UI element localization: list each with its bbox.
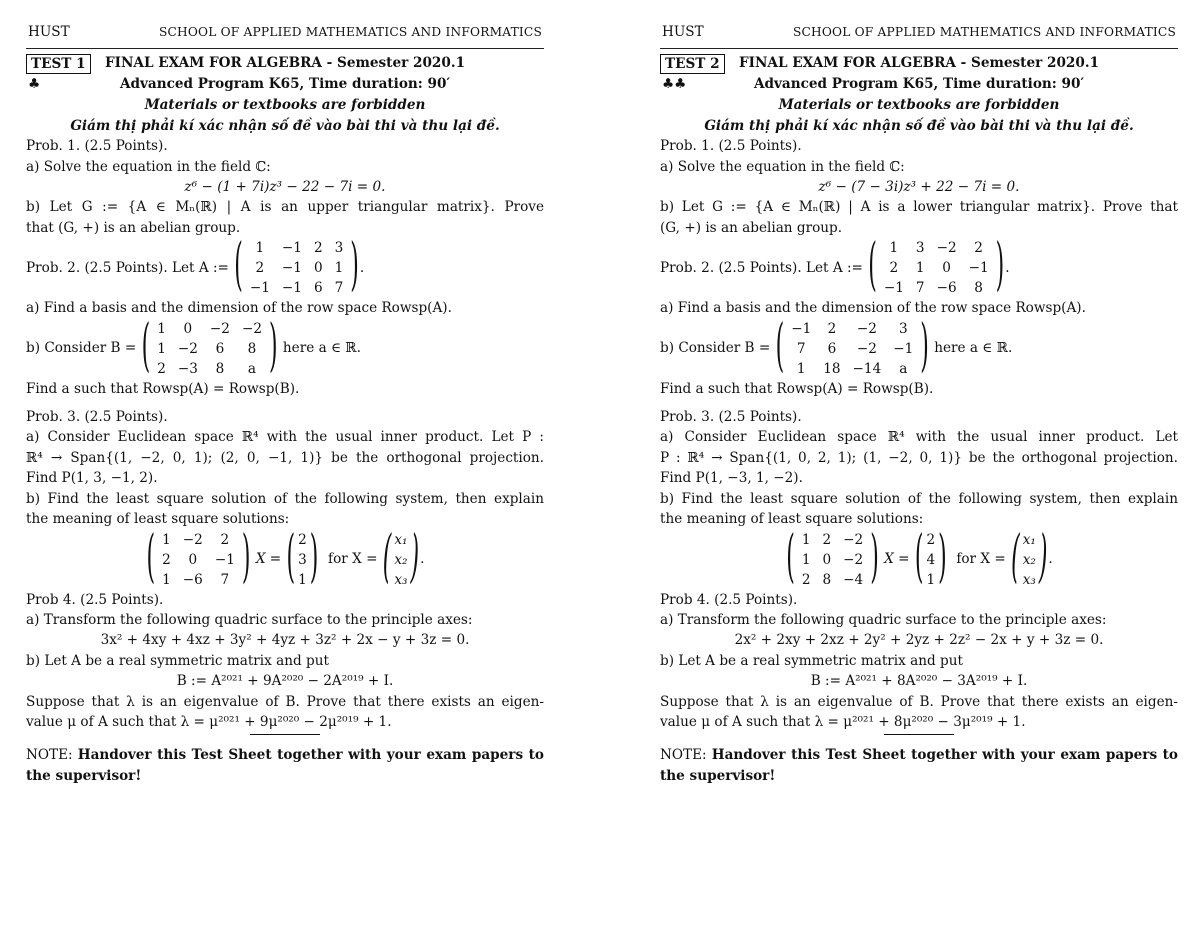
matrix-cell: 1 bbox=[801, 531, 811, 548]
problem-2-lead: Prob. 2. (2.5 Points). Let A := bbox=[660, 260, 863, 277]
matrix-cell: 6 bbox=[215, 340, 225, 357]
matrix-cell: 0 bbox=[942, 260, 951, 277]
matrix-a bbox=[867, 233, 1005, 299]
problem-4c-line-2: value μ of A such that λ = μ²⁰²¹ + 9μ²⁰²⁰ − 2μ²⁰¹⁹ + 1. bbox=[26, 713, 392, 730]
matrix-cell: 2 bbox=[889, 260, 899, 277]
matrix-entries bbox=[796, 530, 869, 590]
exam-sheet-test-1 bbox=[26, 22, 544, 786]
club-suit-icon: ♣ bbox=[28, 76, 41, 93]
matrix-cell: −1 bbox=[883, 280, 904, 297]
problem-4c-line-1: Suppose that λ is an eigenvalue of B. Prove that there exists an eigen- bbox=[26, 693, 544, 710]
matrix-cell: 2 bbox=[313, 240, 323, 257]
matrix-cell: 2 bbox=[926, 531, 936, 548]
note-label: NOTE: bbox=[26, 747, 73, 764]
matrix-cell: x₂ bbox=[1022, 551, 1036, 568]
matrix-cell: 0 bbox=[822, 551, 832, 568]
school-name: SCHOOL OF APPLIED MATHEMATICS AND INFORMATICS bbox=[792, 25, 1176, 39]
title-line bbox=[660, 53, 1178, 74]
problem-2a: a) Find a basis and the dimension of the row space Rowsp(A). bbox=[660, 300, 1086, 317]
right-paren: ) bbox=[268, 314, 278, 380]
problem-4-heading: Prob 4. (2.5 Points). bbox=[26, 591, 164, 608]
problem-1-heading: Prob. 1. (2.5 Points). bbox=[660, 138, 802, 155]
matrix-row bbox=[244, 258, 349, 278]
right-paren: ) bbox=[938, 525, 947, 591]
problem-3-heading: Prob. 3. (2.5 Points). bbox=[660, 409, 802, 426]
header-rule bbox=[26, 48, 544, 49]
matrix-cell: 1 bbox=[915, 260, 925, 277]
exam-subtitle: Advanced Program K65, Time duration: 90′ bbox=[753, 76, 1085, 93]
subtitle-line bbox=[660, 74, 1178, 95]
matrix-row bbox=[796, 530, 869, 550]
matrix-cell: 2 bbox=[974, 240, 983, 257]
matrix-cell: −1 bbox=[281, 240, 302, 257]
matrix-cell: 1 bbox=[889, 240, 899, 257]
problem-4a-equation: 2x² + 2xy + 2xz + 2y² + 2yz + 2z² − 2x + y + 3z = 0. bbox=[734, 632, 1104, 649]
left-paren: ( bbox=[868, 233, 877, 299]
problem-2b-find: Find a such that Rowsp(A) = Rowsp(B). bbox=[26, 380, 300, 397]
matrix-cell: 0 bbox=[313, 260, 323, 277]
matrix-cell: x₃ bbox=[1022, 571, 1036, 588]
matrix-cell: 8 bbox=[247, 340, 257, 357]
matrix-entries bbox=[1021, 530, 1038, 590]
left-paren: ( bbox=[775, 314, 785, 380]
title-line bbox=[26, 53, 544, 74]
matrix-row bbox=[878, 238, 995, 258]
matrix-cell: −2 bbox=[843, 531, 864, 548]
problem-1a: a) Solve the equation in the field ℂ: bbox=[26, 158, 271, 175]
problem-3a-line-1: a) Consider Euclidean space ℝ⁴ with the usual inner product. Let bbox=[660, 429, 1178, 446]
matrix-cell: −2 bbox=[182, 531, 203, 548]
matrix-cell: −2 bbox=[936, 240, 957, 257]
left-paren: ( bbox=[141, 314, 151, 380]
problem-2-heading bbox=[26, 233, 544, 299]
problem-1b-line-2: (G, +) is an abelian group. bbox=[660, 219, 843, 236]
matrix-cell: −1 bbox=[968, 260, 989, 277]
matrix-cell: 2 bbox=[255, 260, 265, 277]
matrix-cell: 0 bbox=[188, 551, 198, 568]
problem-4b: b) Let A be a real symmetric matrix and put bbox=[26, 652, 329, 669]
matrix-row bbox=[785, 319, 919, 339]
matrix-cell: 18 bbox=[823, 360, 841, 377]
matrix-row bbox=[785, 359, 919, 379]
university-name: HUST bbox=[28, 24, 70, 40]
matrix-cell: 4 bbox=[926, 551, 936, 568]
page-header bbox=[26, 22, 544, 46]
matrix-entries bbox=[244, 238, 349, 298]
problem-3-system bbox=[660, 525, 1178, 591]
matrix-cell: −2 bbox=[843, 551, 864, 568]
problem-3a-line-2: ℝ⁴ → Span{(1, −2, 0, 1); (2, 0, −1, 1)} be the orthogonal projection. bbox=[26, 449, 544, 466]
matrix-cell: −6 bbox=[182, 571, 203, 588]
matrix-cell: 3 bbox=[898, 320, 908, 337]
test-label: TEST 1 bbox=[26, 54, 91, 74]
matrix-cell: 1 bbox=[796, 360, 806, 377]
proctor-note: Giám thị phải kí xác nhận số đề vào bài thi và thu lại đề. bbox=[70, 117, 500, 134]
note-line-1 bbox=[660, 745, 1178, 765]
matrix-row bbox=[878, 258, 995, 278]
matrix-cell: −1 bbox=[214, 551, 235, 568]
matrix-cell: 1 bbox=[162, 531, 171, 548]
matrix-row bbox=[151, 359, 268, 379]
problem-2b-tail: here a ∈ ℝ. bbox=[934, 340, 1013, 357]
problem-3-system bbox=[26, 525, 544, 591]
matrix-cell: 1 bbox=[334, 260, 344, 277]
problem-3b-line-1: b) Find the least square solution of the following system, then explain bbox=[26, 490, 544, 507]
problem-4-heading: Prob 4. (2.5 Points). bbox=[660, 591, 798, 608]
problem-3a-line-2: P : ℝ⁴ → Span{(1, 0, 2, 1); (1, −2, 0, 1)} be the orthogonal projection. bbox=[660, 449, 1178, 466]
matrix-entries bbox=[392, 530, 409, 590]
test-label: TEST 2 bbox=[660, 54, 725, 74]
unknown-vector bbox=[1010, 525, 1048, 591]
matrix-cell: 2 bbox=[827, 320, 837, 337]
matrix-row bbox=[156, 570, 241, 590]
right-paren: ) bbox=[309, 525, 319, 591]
matrix-cell: −3 bbox=[177, 360, 198, 377]
matrix-cell: 7 bbox=[220, 571, 230, 588]
left-paren: ( bbox=[286, 525, 296, 591]
matrix-row bbox=[1021, 570, 1038, 590]
matrix-row bbox=[785, 339, 919, 359]
matrix-cell: −1 bbox=[791, 320, 812, 337]
matrix-cell: 6 bbox=[313, 280, 323, 297]
matrix-cell: 8 bbox=[822, 571, 832, 588]
exam-subtitle: Advanced Program K65, Time duration: 90′ bbox=[119, 76, 451, 93]
matrix-entries bbox=[878, 238, 995, 298]
matrix-cell: a bbox=[899, 360, 908, 377]
matrix-cell: 1 bbox=[298, 571, 307, 588]
right-paren: ) bbox=[920, 314, 929, 380]
matrix-entries bbox=[785, 319, 919, 379]
matrix-cell: 8 bbox=[974, 280, 983, 297]
matrix-cell: −4 bbox=[843, 571, 864, 588]
matrix-b bbox=[141, 314, 279, 380]
system-for-label: for X = bbox=[328, 551, 378, 568]
matrix-row bbox=[156, 530, 241, 550]
materials-note: Materials or textbooks are forbidden bbox=[144, 97, 426, 114]
matrix-cell: 3 bbox=[915, 240, 925, 257]
matrix-row bbox=[924, 550, 937, 570]
matrix-row bbox=[392, 570, 409, 590]
right-paren: ) bbox=[350, 233, 359, 299]
right-paren: ) bbox=[870, 525, 879, 591]
problem-3-heading: Prob. 3. (2.5 Points). bbox=[26, 409, 168, 426]
matrix-row bbox=[1021, 530, 1038, 550]
matrix-entries bbox=[924, 530, 937, 590]
matrix-cell: 2 bbox=[298, 531, 307, 548]
note-text-1: Handover this Test Sheet together with your exam papers to bbox=[77, 747, 544, 764]
matrix-cell: a bbox=[247, 360, 257, 377]
exam-title: FINAL EXAM FOR ALGEBRA - Semester 2020.1 bbox=[104, 55, 466, 72]
matrix-cell: 2 bbox=[162, 551, 171, 568]
left-paren: ( bbox=[786, 525, 795, 591]
problem-2b-lead: b) Consider B = bbox=[660, 340, 771, 357]
problem-1a: a) Solve the equation in the field ℂ: bbox=[660, 158, 905, 175]
club-suit-icon: ♣♣ bbox=[662, 76, 687, 93]
problem-2b bbox=[660, 314, 1178, 380]
left-paren: ( bbox=[234, 233, 243, 299]
system-x-label: X = bbox=[255, 551, 282, 568]
problem-2a: a) Find a basis and the dimension of the row space Rowsp(A). bbox=[26, 300, 452, 317]
problem-4a: a) Transform the following quadric surface to the principle axes: bbox=[660, 611, 1107, 628]
problem-1-heading: Prob. 1. (2.5 Points). bbox=[26, 138, 168, 155]
problem-4a-equation: 3x² + 4xy + 4xz + 3y² + 4yz + 3z² + 2x − y + 3z = 0. bbox=[100, 632, 470, 649]
matrix-cell: −2 bbox=[856, 320, 877, 337]
problem-4a: a) Transform the following quadric surface to the principle axes: bbox=[26, 611, 473, 628]
matrix-cell: x₃ bbox=[394, 571, 408, 588]
page-header bbox=[660, 22, 1178, 46]
matrix-cell: 7 bbox=[334, 280, 344, 297]
subtitle-line bbox=[26, 74, 544, 95]
right-paren: ) bbox=[995, 233, 1005, 299]
system-for-label: for X = bbox=[956, 551, 1006, 568]
problem-2-period: . bbox=[1005, 260, 1010, 277]
matrix-row bbox=[296, 550, 309, 570]
matrix-cell: 2 bbox=[220, 531, 230, 548]
matrix-cell: x₂ bbox=[394, 551, 408, 568]
problem-4b: b) Let A be a real symmetric matrix and put bbox=[660, 652, 963, 669]
matrix-row bbox=[296, 570, 309, 590]
matrix-cell: 2 bbox=[822, 531, 832, 548]
problem-3b-line-1: b) Find the least square solution of the following system, then explain bbox=[660, 490, 1178, 507]
matrix-row bbox=[924, 570, 937, 590]
matrix-row bbox=[244, 278, 349, 298]
matrix-cell: −1 bbox=[281, 260, 302, 277]
matrix-cell: 1 bbox=[926, 571, 936, 588]
matrix-row bbox=[924, 530, 937, 550]
matrix-row bbox=[151, 339, 268, 359]
matrix-cell: −2 bbox=[177, 340, 198, 357]
matrix-cell: 0 bbox=[183, 320, 193, 337]
system-matrix bbox=[785, 525, 880, 591]
matrix-cell: x₁ bbox=[394, 531, 408, 548]
matrix-row bbox=[151, 319, 268, 339]
matrix-cell: 6 bbox=[827, 340, 837, 357]
problem-1b-line-2: that (G, +) is an abelian group. bbox=[26, 219, 241, 236]
problem-1a-equation: z⁶ − (7 − 3i)z³ + 22 − 7i = 0. bbox=[818, 179, 1020, 196]
problem-4b-equation: B := A²⁰²¹ + 9A²⁰²⁰ − 2A²⁰¹⁹ + I. bbox=[176, 673, 394, 690]
matrix-entries bbox=[151, 319, 268, 379]
matrix-cell: 3 bbox=[334, 240, 344, 257]
proctor-note: Giám thị phải kí xác nhận số đề vào bài thi và thu lại đề. bbox=[704, 117, 1134, 134]
left-paren: ( bbox=[914, 525, 924, 591]
problem-3a-line-3: Find P(1, 3, −1, 2). bbox=[26, 470, 158, 487]
matrix-cell: −1 bbox=[281, 280, 302, 297]
right-paren: ) bbox=[1038, 525, 1048, 591]
system-matrix bbox=[146, 525, 252, 591]
matrix-cell: −6 bbox=[936, 280, 957, 297]
note-label: NOTE: bbox=[660, 747, 707, 764]
left-paren: ( bbox=[382, 525, 392, 591]
matrix-cell: 3 bbox=[298, 551, 307, 568]
problem-2b-lead: b) Consider B = bbox=[26, 340, 137, 357]
matrix-cell: −2 bbox=[209, 320, 230, 337]
matrix-entries bbox=[156, 530, 241, 590]
matrix-cell: −2 bbox=[241, 320, 262, 337]
matrix-row bbox=[1021, 550, 1038, 570]
matrix-row bbox=[392, 530, 409, 550]
matrix-cell: −14 bbox=[852, 360, 882, 377]
problem-4c-line-1: Suppose that λ is an eigenvalue of B. Prove that there exists an eigen- bbox=[660, 693, 1178, 710]
matrix-cell: 1 bbox=[157, 340, 166, 357]
right-paren: ) bbox=[410, 525, 420, 591]
matrix-cell: 7 bbox=[915, 280, 925, 297]
matrix-row bbox=[392, 550, 409, 570]
school-name: SCHOOL OF APPLIED MATHEMATICS AND INFORMATICS bbox=[158, 25, 542, 39]
matrix-cell: 1 bbox=[157, 320, 166, 337]
problem-3a-line-3: Find P(1, −3, 1, −2). bbox=[660, 470, 803, 487]
system-period: . bbox=[1048, 551, 1053, 568]
problem-1a-equation: z⁶ − (1 + 7i)z³ − 22 − 7i = 0. bbox=[184, 179, 386, 196]
header-rule bbox=[660, 48, 1178, 49]
materials-note: Materials or textbooks are forbidden bbox=[778, 97, 1060, 114]
problem-3b-line-2: the meaning of least square solutions: bbox=[660, 511, 924, 528]
matrix-cell: 2 bbox=[157, 360, 166, 377]
problem-2b-tail: here a ∈ ℝ. bbox=[282, 340, 361, 357]
system-rhs-vector bbox=[286, 525, 320, 591]
problem-3a-line-1: a) Consider Euclidean space ℝ⁴ with the usual inner product. Let P : bbox=[26, 429, 544, 446]
exam-sheet-test-2 bbox=[660, 22, 1178, 786]
matrix-b bbox=[775, 314, 930, 380]
problem-3b-line-2: the meaning of least square solutions: bbox=[26, 511, 290, 528]
matrix-cell: −2 bbox=[856, 340, 877, 357]
note-line-2: the supervisor! bbox=[660, 767, 776, 784]
end-rule bbox=[884, 734, 954, 735]
left-paren: ( bbox=[146, 525, 156, 591]
problem-4c-line-2: value μ of A such that λ = μ²⁰²¹ + 8μ²⁰²⁰ − 3μ²⁰¹⁹ + 1. bbox=[660, 713, 1026, 730]
system-x-label: X = bbox=[884, 551, 910, 568]
matrix-cell: 1 bbox=[162, 571, 171, 588]
matrix-row bbox=[796, 550, 869, 570]
matrix-cell: −1 bbox=[249, 280, 270, 297]
matrix-row bbox=[296, 530, 309, 550]
matrix-cell: 2 bbox=[801, 571, 811, 588]
problem-1b-line-1: b) Let G := {A ∈ Mₙ(ℝ) | A is a lower triangular matrix}. Prove that bbox=[660, 199, 1178, 216]
matrix-cell: 1 bbox=[801, 551, 811, 568]
note-text-1: Handover this Test Sheet together with your exam papers to bbox=[711, 747, 1178, 764]
university-name: HUST bbox=[662, 24, 704, 40]
note-line-1 bbox=[26, 745, 544, 765]
left-paren: ( bbox=[1011, 525, 1020, 591]
exam-title: FINAL EXAM FOR ALGEBRA - Semester 2020.1 bbox=[738, 55, 1100, 72]
matrix-cell: 8 bbox=[215, 360, 225, 377]
matrix-cell: x₁ bbox=[1022, 531, 1036, 548]
right-paren: ) bbox=[241, 525, 251, 591]
problem-2b bbox=[26, 314, 544, 380]
matrix-a bbox=[233, 233, 360, 299]
problem-2b-find: Find a such that Rowsp(A) = Rowsp(B). bbox=[660, 380, 934, 397]
system-rhs-vector bbox=[914, 525, 948, 591]
note-line-2: the supervisor! bbox=[26, 767, 142, 784]
problem-4b-equation: B := A²⁰²¹ + 8A²⁰²⁰ − 3A²⁰¹⁹ + I. bbox=[810, 673, 1028, 690]
problem-2-lead: Prob. 2. (2.5 Points). Let A := bbox=[26, 260, 229, 277]
unknown-vector bbox=[382, 525, 420, 591]
matrix-row bbox=[156, 550, 241, 570]
matrix-cell: −1 bbox=[893, 340, 914, 357]
system-period: . bbox=[420, 551, 425, 568]
problem-2-period: . bbox=[359, 260, 365, 277]
matrix-cell: 1 bbox=[255, 240, 265, 257]
matrix-row bbox=[878, 278, 995, 298]
end-rule bbox=[250, 734, 320, 735]
matrix-cell: 7 bbox=[796, 340, 806, 357]
matrix-entries bbox=[296, 530, 309, 590]
problem-1b-line-1: b) Let G := {A ∈ Mₙ(ℝ) | A is an upper triangular matrix}. Prove bbox=[26, 199, 544, 216]
matrix-row bbox=[244, 238, 349, 258]
matrix-row bbox=[796, 570, 869, 590]
